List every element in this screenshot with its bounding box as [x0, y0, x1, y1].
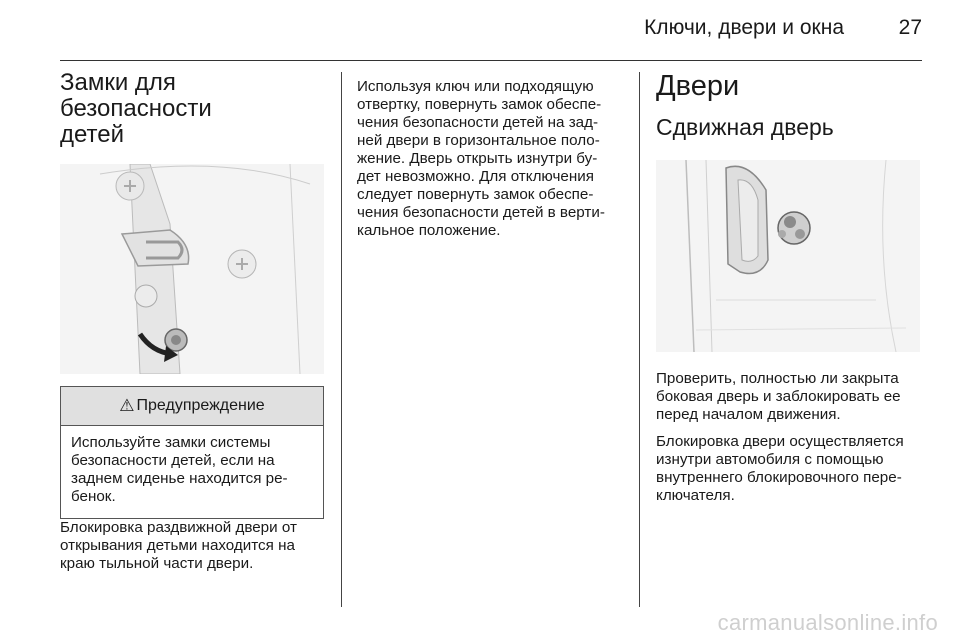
column-2 [357, 78, 625, 240]
child-lock-instructions-text: Используя ключ или подходящую отвертку, повернуть замок обеспе- чения безопасности детей на зад- ней двери в горизонтальное поло- жение. Дверь открыть изнутри бу- дет невозможно. Для отключения следует повернуть замок обеспе- чения безопасности детей в верти- кальное положение. [357, 78, 605, 239]
sliding-door-check-text: Проверить, полностью ли закрыта боковая дверь и заблокировать ее перед началом движения. [656, 370, 901, 423]
child-lock-drawing [60, 164, 324, 374]
header-rule [60, 60, 922, 61]
warning-triangle-icon: ⚠ [119, 396, 135, 415]
column-3 [656, 70, 924, 505]
sliding-door-lock-text: Блокировка двери осуществляется изнутри автомобиля с помощью внутреннего блокировочного пере- ключателя. [656, 433, 904, 504]
column-divider-1 [341, 72, 342, 607]
warning-header [61, 387, 323, 426]
page-number: 27 [898, 16, 922, 39]
warning-text: Используйте замки системы безопасности детей, если на заднем сиденье находится ре- бенок. [71, 434, 288, 505]
column-divider-2 [639, 72, 640, 607]
column-1 [60, 70, 324, 573]
warning-heading: Предупреждение [136, 397, 265, 414]
section-title-child-locks: Замки для безопасности детей [60, 69, 212, 148]
watermark: carmanualsonline.info [717, 610, 938, 635]
child-lock-location-text: Блокировка раздвижной двери от открывания детьми находится на краю тыльной части двери. [60, 519, 297, 572]
sliding-door-drawing [656, 160, 920, 352]
child-lock-illustration [60, 164, 324, 374]
sliding-door-illustration [656, 160, 920, 352]
warning-box [60, 386, 324, 519]
subsection-title-sliding-door: Сдвижная дверь [656, 114, 834, 140]
section-title-doors: Двери [656, 70, 740, 102]
warning-body [61, 426, 323, 518]
header-title: Ключи, двери и окна [644, 16, 844, 39]
